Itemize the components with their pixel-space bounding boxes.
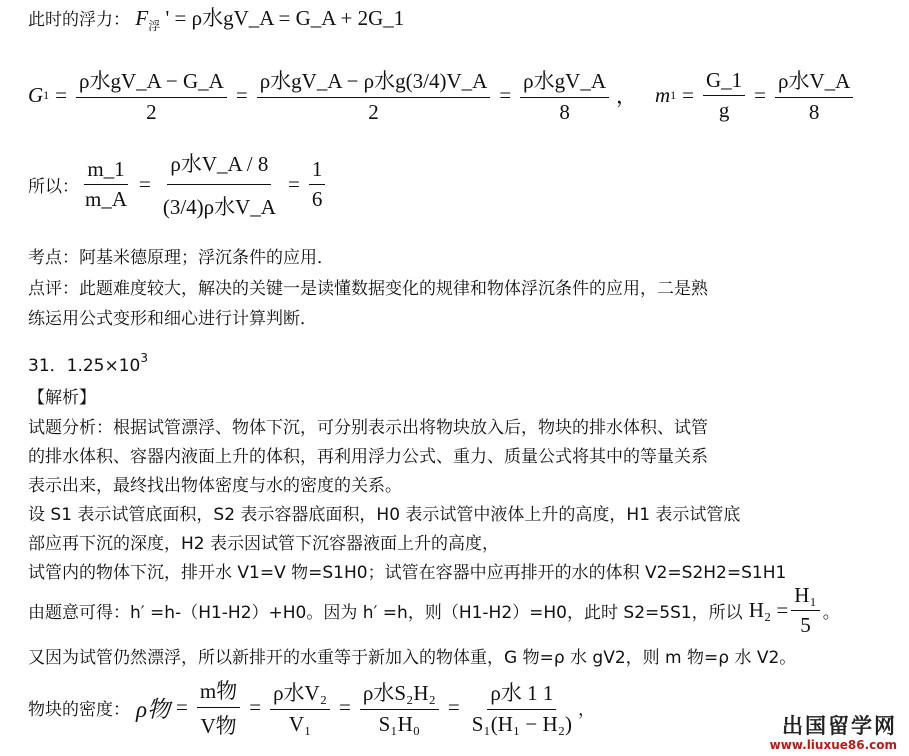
analysis-line-7: 由题意可得：h′ =h-（H1-H2）+H0。因为 h′ =h，则（H1-H2）=H0，此时 S2=5S1，所以 H₂ = $\frac{\text{H₁}}{5}$ 。 (28, 582, 840, 637)
buoyancy-label: 此时的浮力： (28, 10, 130, 30)
m1-fraction-1: $\frac{G\_1}{g}$ (703, 68, 745, 123)
watermark-url: www.liuxue86.com (769, 738, 897, 752)
density-fraction-2: $\frac{\text{ρ水V₂}}{\text{V₁}}$ (270, 677, 330, 737)
g1-equation: G 1 = $\frac{\text{ρ水gV\_A − G\_A}}{2}$ = $\frac{\text{ρ水gV\_A − ρ水g(3/4)V\_A}}{2}$ = $\frac{\text{ρ水gV\_A}}{8}$ ， m 1 = $\frac{G\_1}{g}$ = $\frac{\text{ρ水V\_A}}{8}$ (28, 64, 856, 126)
buoyancy-equation (28, 6, 404, 38)
force-subscript: 浮 (148, 19, 161, 33)
analysis-line-6: 试管内的物体下沉，排开水 V1=V 物=S1H0；试管在容器中应再排开的水的体积 V2=S2H2=S1H1 (28, 563, 787, 583)
g1-fraction-1: $\frac{\text{ρ水gV\_A − G\_A}}{2}$ (76, 65, 227, 125)
force-symbol: F (135, 6, 149, 30)
kaodian-line: 考点：阿基米德原理；浮沉条件的应用． (28, 248, 334, 268)
analysis-line-3: 表示出来，最终找出物体密度与水的密度的关系。 (28, 476, 402, 496)
ratio-equation: 所以： $\frac{m\_1}{m\_A}$ = $\frac{\text{ρ水V\_A / 8}}{\text{(3/4)ρ水V\_A}}$ = $\frac{1}{6}$ (28, 138, 328, 230)
g1-fraction-3: $\frac{\text{ρ水gV\_A}}{8}$ (520, 65, 609, 125)
analysis-line-4: 设 S1 表示试管底面积，S2 表示容器底面积，H0 表示试管中液体上升的高度，H1 表示试管底 (28, 505, 741, 525)
buoyancy-expression: ' = ρ水gV_A = G_A + 2G_1 (165, 6, 405, 30)
dianping-line-1: 点评：此题难度较大，解决的关键一是读懂数据变化的规律和物体浮沉条件的应用，二是熟 (28, 279, 708, 299)
analysis-line-1: 试题分析：根据试管漂浮、物体下沉，可分别表示出将物块放入后，物块的排水体积、试管 (28, 418, 708, 438)
density-label: 物块的密度： (28, 699, 130, 720)
density-lhs: ρ物 (136, 696, 171, 722)
ratio-compound-fraction: $\frac{\text{ρ水V\_A / 8}}{\text{(3/4)ρ水V\_A}}$ (160, 148, 279, 221)
analysis-heading: 【解析】 (28, 388, 96, 408)
m1-subscript: 1 (670, 87, 677, 102)
question-31-answer: 31．$1.25\times 10^3$ (28, 351, 148, 376)
g1-fraction-2: $\frac{\text{ρ水gV\_A − ρ水g(3/4)V\_A}}{2}$ (257, 65, 491, 125)
density-fraction-1: $\frac{\text{m物}}{\text{V物}}$ (197, 675, 240, 740)
ratio-label: 所以： (28, 176, 79, 197)
density-fraction-3: $\frac{\text{ρ水S₂H₂}}{\text{S₁H₀}}$ (360, 677, 439, 737)
analysis-line-2: 的排水体积、容器内液面上升的体积，再利用浮力公式、重力、质量公式将其中的等量关系 (28, 447, 708, 467)
ratio-result-fraction: $\frac{1}{6}$ (309, 157, 326, 212)
m1-fraction-2: $\frac{\text{ρ水V\_A}}{8}$ (775, 65, 853, 125)
g1-symbol: G (28, 82, 44, 107)
dianping-line-2: 练运用公式变形和细心进行计算判断． (28, 309, 317, 329)
analysis-line-5: 部应再下沉的深度，H2 表示因试管下沉容器液面上升的高度， (28, 534, 500, 554)
h2-lhs: H₂ = (748, 597, 789, 622)
analysis-line-8: 又因为试管仍然漂浮，所以新排开的水重等于新加入的物体重，G 物=ρ 水 gV2，则 m 物=ρ 水 V2。 (28, 648, 797, 668)
answer-exponent: 3 (140, 351, 148, 365)
h2-fraction: $\frac{\text{H₁}}{5}$ (791, 583, 820, 638)
m1-symbol: m (654, 82, 671, 107)
site-watermark (770, 714, 897, 752)
ratio-lhs-fraction: $\frac{m\_1}{m\_A}$ (85, 156, 127, 211)
g1-subscript: 1 (43, 87, 50, 102)
watermark-title: 出国留学网 (782, 714, 897, 738)
density-equation: 物块的密度： ρ物 = $\frac{\text{m物}}{\text{V物}}$ = $\frac{\text{ρ水V₂}}{\text{V₁}}$ = $\frac{\text{ρ水S₂H₂}}{\text{S₁H₀}}$ = $\frac{\text{ρ水 1 1}}{\text{S₁(H₁ − H₂)}}$ ， (28, 676, 595, 738)
density-fraction-4: $\frac{\text{ρ水 1 1}}{\text{S₁(H₁ − H₂)}}$ (469, 677, 575, 737)
